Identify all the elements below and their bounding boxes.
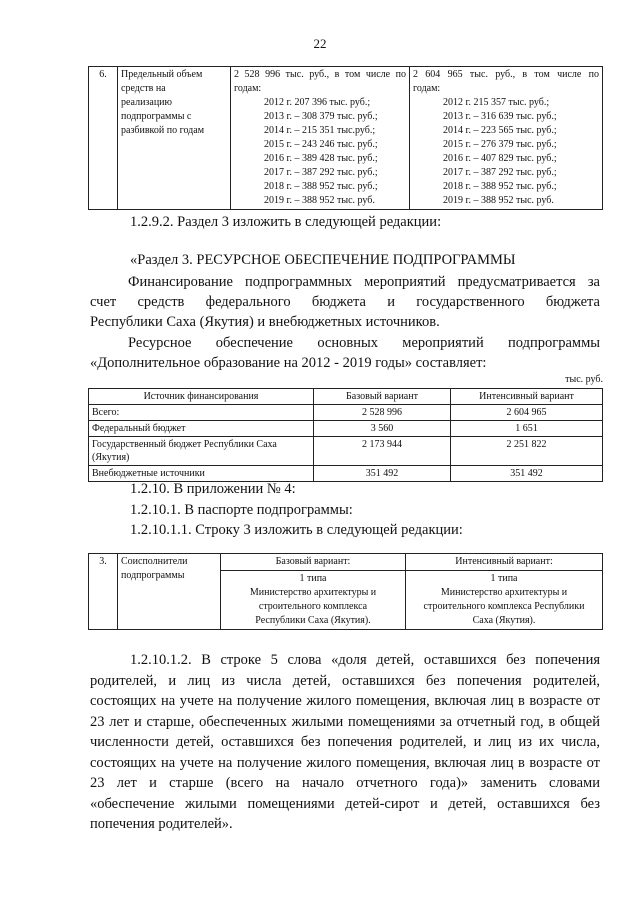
col-header: Источник финансирования: [89, 389, 314, 405]
intensive-value: 1 651: [451, 421, 603, 437]
final-paragraph: [90, 650, 600, 835]
year-line: 2016 г. – 389 428 тыс. руб.;: [264, 153, 378, 164]
year-line: 2015 г. – 276 379 тыс. руб.;: [443, 139, 557, 150]
financing-line: Республики Саха (Якутия) и внебюджетных источников.: [90, 314, 440, 330]
table-row: [89, 554, 603, 571]
year-line: 2014 г. – 223 565 тыс. руб.;: [443, 125, 557, 136]
final-paragraph-text: 1.2.10.1.2. В строке 5 слова «доля детей, оставшихся без попечения родителей, и лиц из числа детей, оставшихся без попечения родителей, состоящих на учете на получение жилого помещения, включая лиц в возрасте от 23 лет и старше, обеспеченных жилыми помещениями за отчетный год, в общей численности детей, оставшихся без попечения родителей, и лиц из их числа, состоящих на учете на получение жилого помещения, включая лиц в возрасте от 23 лет и старше (всего на начало отчетного года)» заменить словами «обеспечение жилыми помещениями детей-сирот и детей, оставшихся без попечения родителей».: [90, 652, 600, 832]
row-label-line: подпрограммы с: [121, 111, 192, 122]
intensive-value: 2 604 965: [451, 405, 603, 421]
year-line: 2017 г. – 387 292 тыс. руб.;: [264, 167, 378, 178]
intensive-value: 351 492: [451, 466, 603, 482]
base-value: 2 528 996: [314, 405, 451, 421]
funding-sources-table: [88, 388, 603, 482]
financing-line: счет средств федерального бюджета и государственного бюджета: [90, 294, 600, 310]
year-line: 2012 г. 207 396 тыс. руб.;: [264, 97, 371, 108]
base-variant-cell: [231, 67, 410, 210]
base-value: 351 492: [314, 466, 451, 482]
intensive-header: Интенсивный вариант:: [406, 554, 603, 571]
resource-line: «Дополнительное образование на 2012 - 2019 годы» составляет:: [90, 355, 487, 371]
base-total: 2 528 996 тыс. руб., в том числе по: [234, 69, 406, 80]
page-number: 22: [313, 36, 327, 51]
intensive-total: 2 604 965 тыс. руб., в том числе по: [413, 69, 599, 80]
row-label-line: реализацию: [121, 97, 172, 108]
table-row: [89, 437, 603, 466]
row-label-line: средств на: [121, 83, 166, 94]
year-line: 2013 г. – 316 639 тыс. руб.;: [443, 111, 557, 122]
year-line: 2014 г. – 215 351 тыс.руб.;: [264, 125, 376, 136]
table-row: [89, 421, 603, 437]
year-line: 2012 г. 215 357 тыс. руб.;: [443, 97, 550, 108]
resource-line: Ресурсное обеспечение основных мероприятий подпрограммы: [128, 335, 600, 351]
base-header: Базовый вариант:: [221, 554, 406, 571]
source-label: Государственный бюджет Республики Саха (Якутия): [89, 437, 314, 466]
year-line: 2019 г. – 388 952 тыс. руб.: [264, 195, 375, 206]
row-label-line: Предельный объем: [121, 69, 203, 80]
intensive-value: 2 251 822: [451, 437, 603, 466]
base-value: 2 173 944: [314, 437, 451, 466]
table-header-row: [89, 389, 603, 405]
intensive-variant-cell: [410, 67, 603, 210]
unit-label: тыс. руб.: [565, 374, 603, 385]
intensive-total-cont: годам:: [413, 83, 441, 94]
row-number: 3.: [89, 554, 118, 630]
row-label: Соисполнители подпрограммы: [118, 554, 221, 630]
col-header: Интенсивный вариант: [451, 389, 603, 405]
coexecutors-table: [88, 553, 603, 630]
year-line: 2015 г. – 243 246 тыс. руб.;: [264, 139, 378, 150]
year-line: 2017 г. – 387 292 тыс. руб.;: [443, 167, 557, 178]
year-line: 2018 г. – 388 952 тыс. руб.;: [443, 181, 557, 192]
base-text: 1 типа Министерство архитектуры и строительного комплекса Республики Саха (Якутия).: [221, 571, 406, 630]
intensive-text: 1 типа Министерство архитектуры и строительного комплекса Республики Саха (Якутия).: [406, 571, 603, 630]
row-number: 6.: [89, 67, 118, 210]
year-line: 2018 г. – 388 952 тыс. руб.;: [264, 181, 378, 192]
source-label: Всего:: [89, 405, 314, 421]
source-label: Внебюджетные источники: [89, 466, 314, 482]
financing-line: Финансирование подпрограммных мероприятий предусматривается за: [128, 274, 600, 290]
instruction-1292: 1.2.9.2. Раздел 3 изложить в следующей редакции:: [130, 214, 442, 230]
base-total-cont: годам:: [234, 83, 262, 94]
source-label: Федеральный бюджет: [89, 421, 314, 437]
table-row: [89, 67, 603, 210]
col-header: Базовый вариант: [314, 389, 451, 405]
year-line: 2019 г. – 388 952 тыс. руб.: [443, 195, 554, 206]
year-line: 2013 г. – 308 379 тыс. руб.;: [264, 111, 378, 122]
row-label: [118, 67, 231, 210]
instruction-121011: 1.2.10.1.1. Строку 3 изложить в следующей редакции:: [130, 522, 463, 538]
instruction-1210: 1.2.10. В приложении № 4:: [130, 481, 296, 497]
base-value: 3 560: [314, 421, 451, 437]
instruction-12101: 1.2.10.1. В паспорте подпрограммы:: [130, 502, 353, 518]
table-row: [89, 405, 603, 421]
section-title: «Раздел 3. РЕСУРСНОЕ ОБЕСПЕЧЕНИЕ ПОДПРОГРАММЫ: [130, 252, 516, 268]
row-label-line: разбивкой по годам: [121, 125, 205, 136]
year-line: 2016 г. – 407 829 тыс. руб.;: [443, 153, 557, 164]
budget-limits-table: [88, 66, 603, 210]
